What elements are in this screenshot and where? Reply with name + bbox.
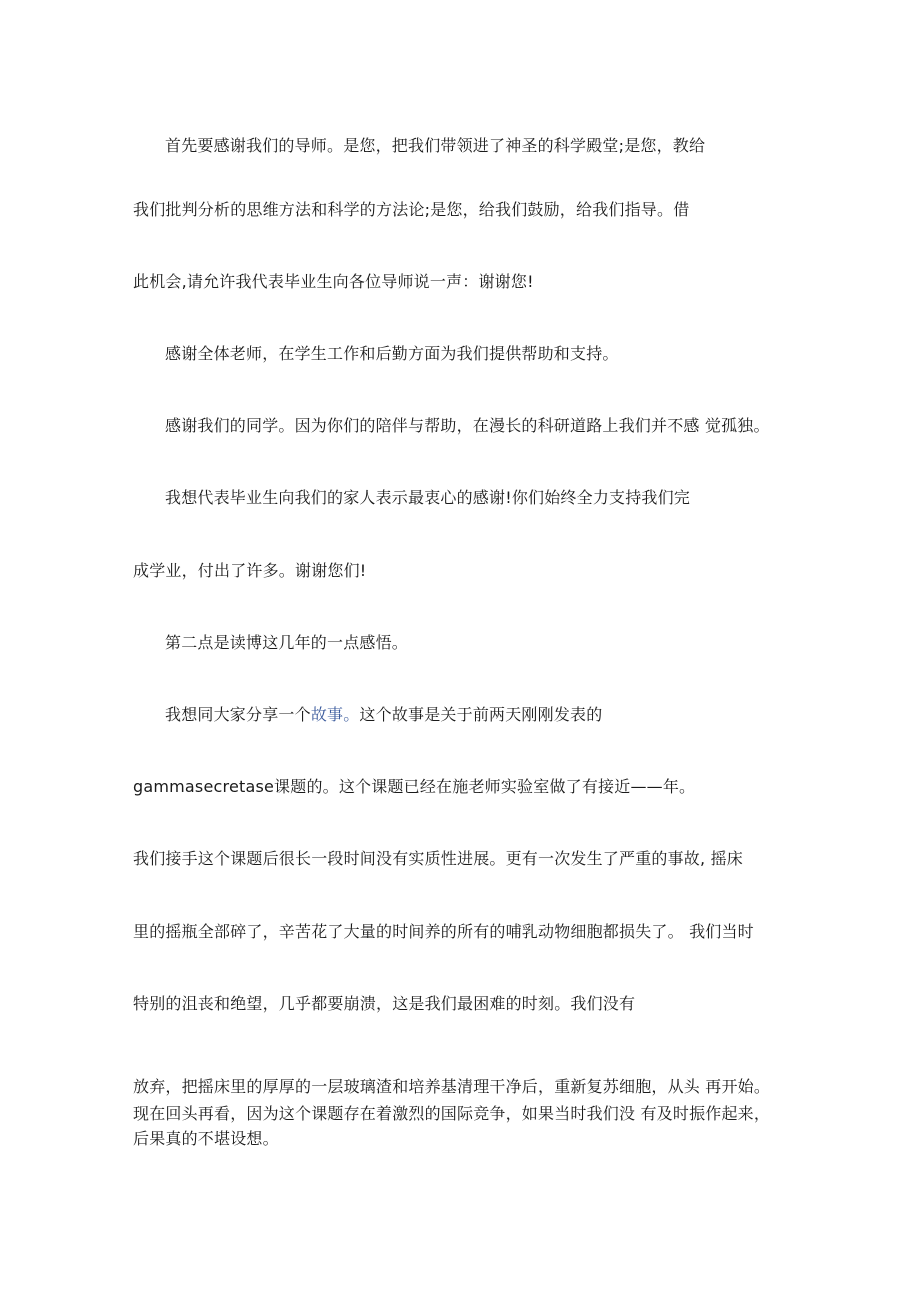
paragraph-line-4: 感谢全体老师，在学生工作和后勤方面为我们提供帮助和支持。: [165, 344, 619, 363]
paragraph-line-9: [165, 705, 602, 725]
paragraph-line-7: 成学业，付出了许多。谢谢您们!: [133, 561, 367, 580]
paragraph-line-10: gammasecretase课题的。这个课题已经在施老师实验室做了有接近——年。: [133, 777, 696, 796]
story-prefix: 我想同大家分享一个: [165, 705, 311, 724]
paragraph-line-6: 我想代表毕业生向我们的家人表示最衷心的感谢!你们始终全力支持我们完: [165, 488, 691, 507]
paragraph-line-3: 此机会,请允许我代表毕业生向各位导师说一声：谢谢您!: [133, 272, 534, 291]
paragraph-line-5: 感谢我们的同学。因为你们的陪伴与帮助，在漫长的科研道路上我们并不感 觉孤独。: [165, 416, 770, 435]
paragraph-line-14: 放弃，把摇床里的厚厚的一层玻璃渣和培养基清理干净后，重新复苏细胞，从头 再开始。: [133, 1077, 771, 1096]
paragraph-line-8: 第二点是读博这几年的一点感悟。: [165, 633, 409, 652]
story-link[interactable]: 故事。: [310, 705, 360, 724]
paragraph-line-12: 里的摇瓶全部碎了，辛苦花了大量的时间养的所有的哺乳动物细胞都损失了。 我们当时: [133, 922, 754, 941]
paragraph-line-11: 我们接手这个课题后很长一段时间没有实质性进展。更有一次发生了严重的事故, 摇床: [133, 849, 743, 868]
story-suffix: 这个故事是关于前两天刚刚发表的: [359, 705, 603, 724]
paragraph-line-15: 现在回头再看，因为这个课题存在着激烈的国际竞争，如果当时我们没 有及时振作起来，: [133, 1104, 771, 1123]
paragraph-line-13: 特别的沮丧和绝望，几乎都要崩溃，这是我们最困难的时刻。我们没有: [133, 994, 636, 1013]
paragraph-line-1: 首先要感谢我们的导师。是您，把我们带领进了神圣的科学殿堂;是您，教给: [165, 136, 706, 155]
paragraph-line-16: 后果真的不堪设想。: [133, 1129, 279, 1148]
paragraph-line-2: 我们批判分析的思维方法和科学的方法论;是您，给我们鼓励，给我们指导。借: [133, 200, 690, 219]
